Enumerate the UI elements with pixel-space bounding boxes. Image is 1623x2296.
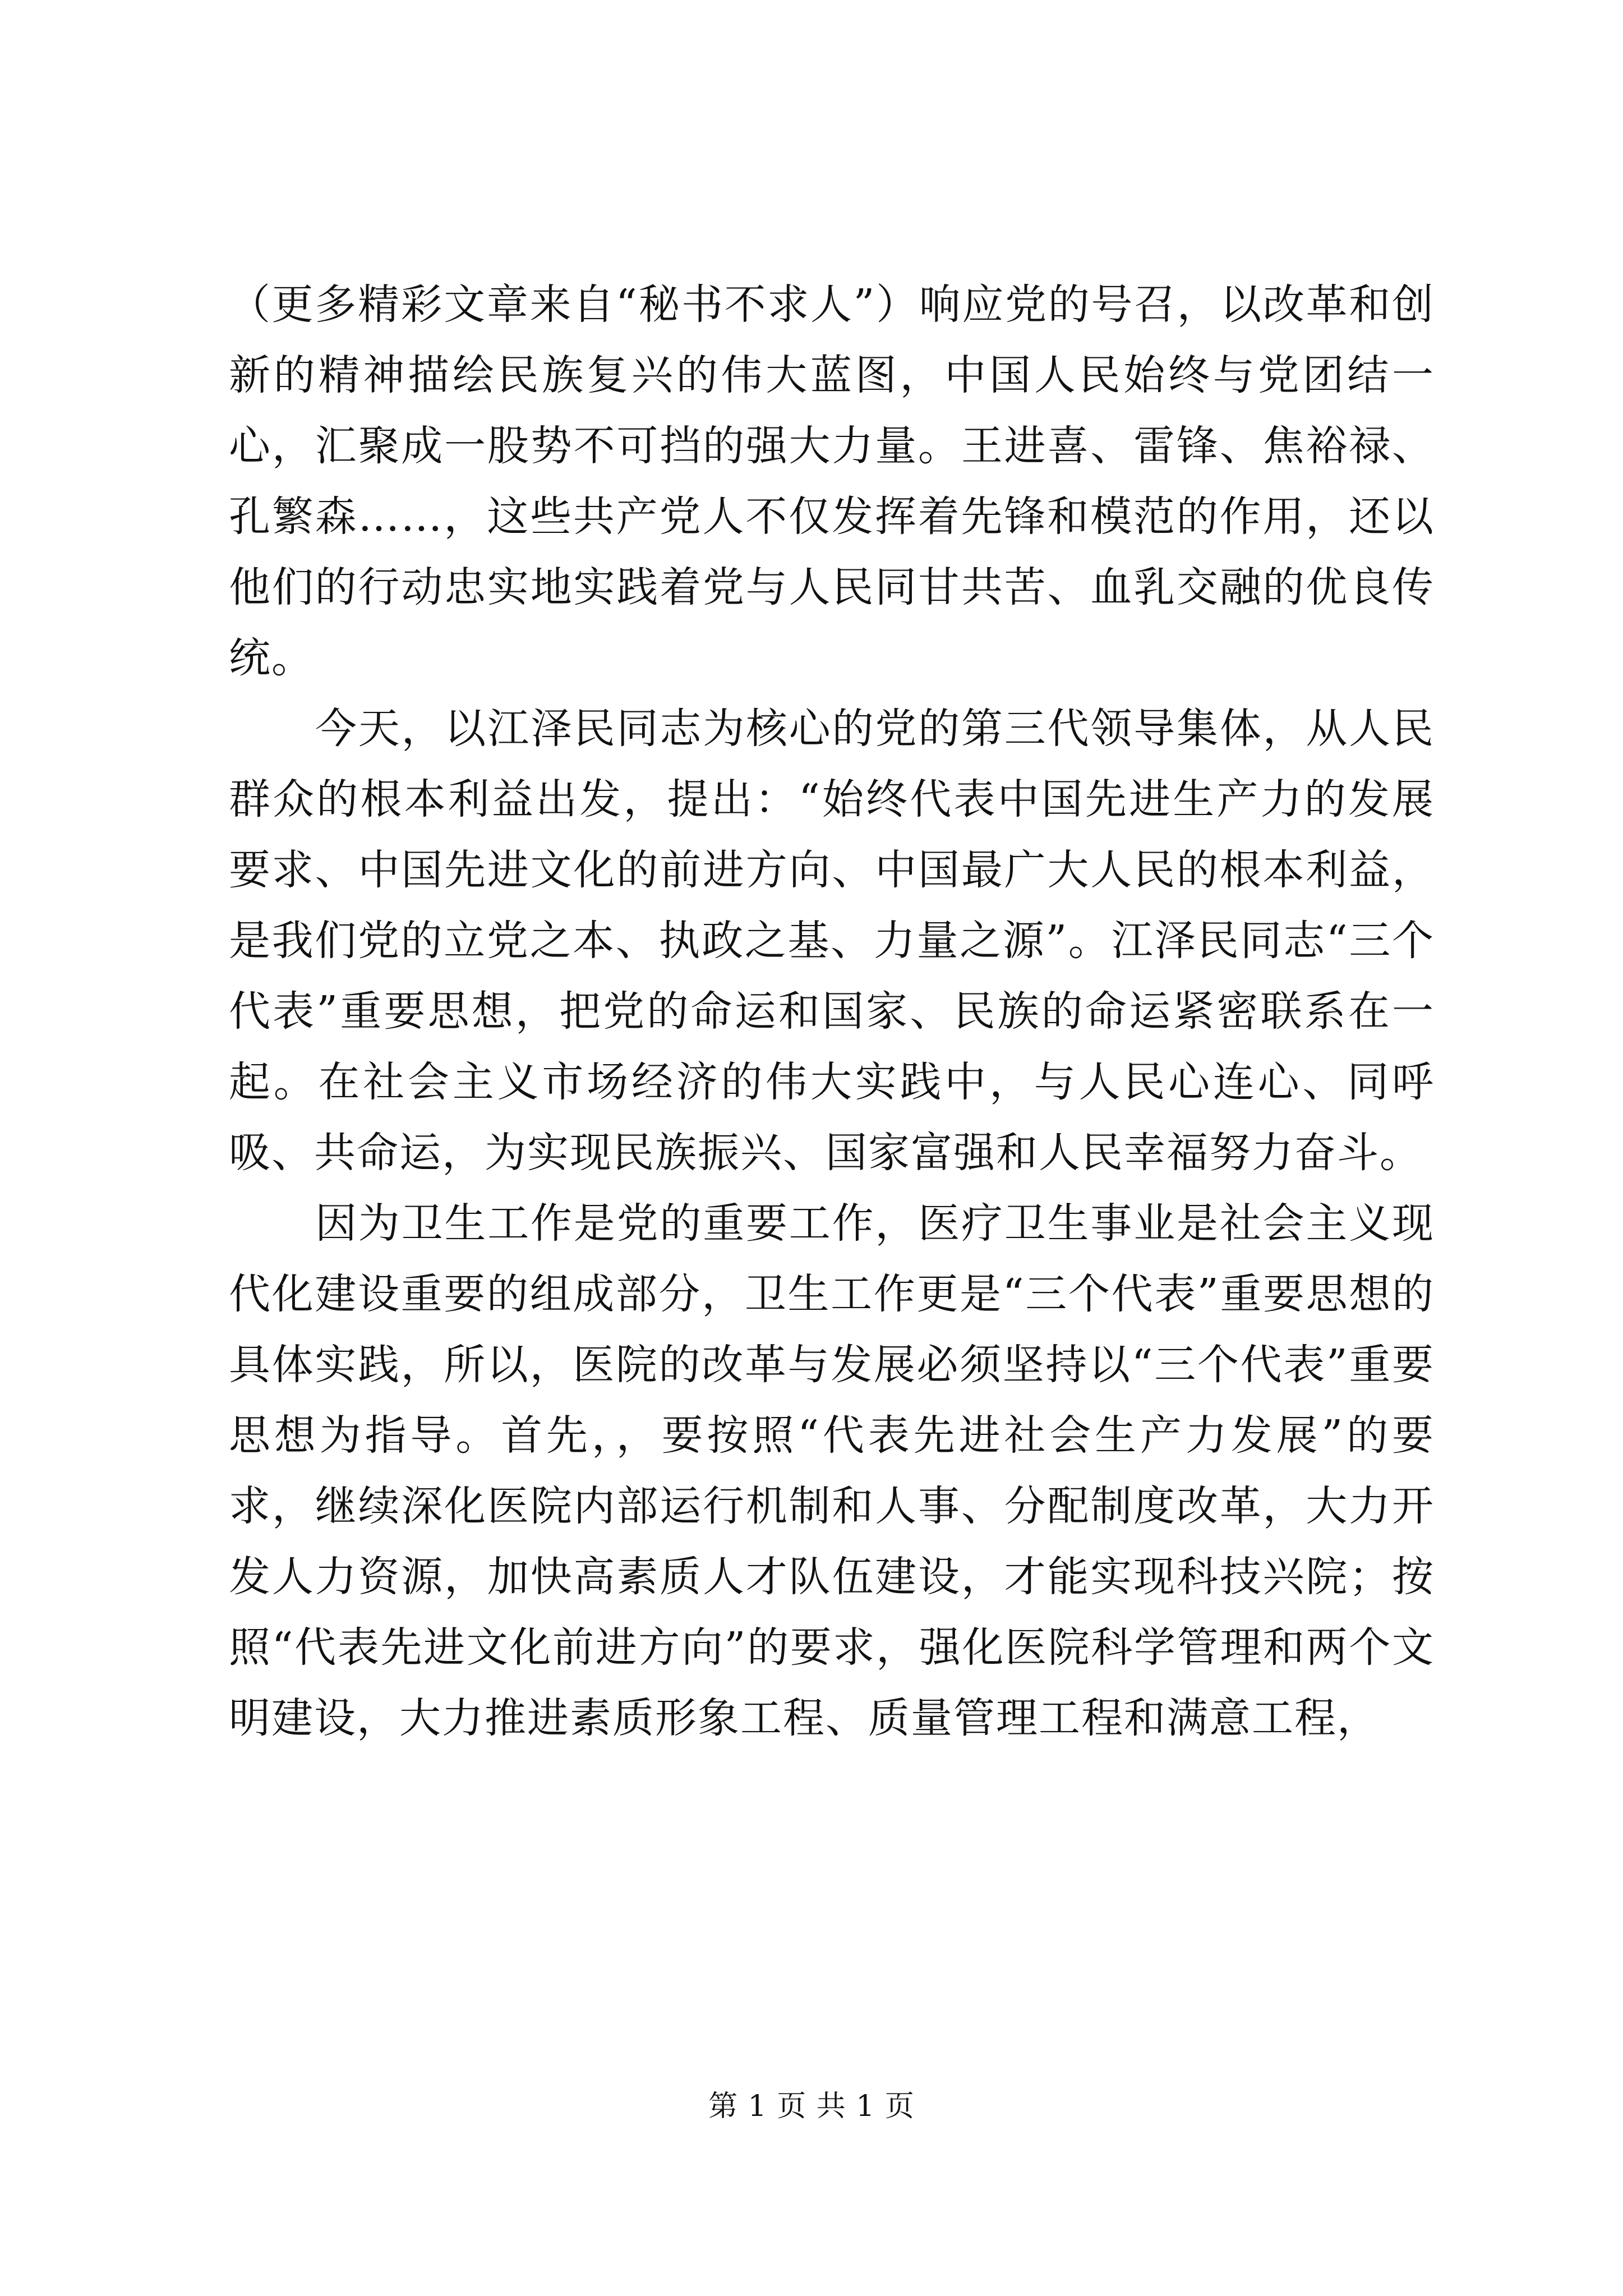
document-body xyxy=(229,269,1435,1754)
paragraph-1: （更多精彩文章来自“秘书不求人”）响应党的号召，以改革和创新的精神描绘民族复兴的伟大蓝图，中国人民始终与党团结一心，汇聚成一股势不可挡的强大力量。王进喜、雷锋、焦裕禄、孔繁森……，这些共产党人不仅发挥着先锋和模范的作用，还以他们的行动忠实地实践着党与人民同甘共苦、血乳交融的优良传统。 xyxy=(229,280,1435,682)
paragraph-2: 今天，以江泽民同志为核心的党的第三代领导集体，从人民群众的根本利益出发，提出：“始终代表中国先进生产力的发展要求、中国先进文化的前进方向、中国最广大人民的根本利益，是我们党的立党之本、执政之基、力量之源”。江泽民同志“三个代表”重要思想，把党的命运和国家、民族的命运紧密联系在一起。在社会主义市场经济的伟大实践中，与人民心连心、同呼吸、共命运，为实现民族振兴、国家富强和人民幸福努力奋斗。 xyxy=(229,705,1435,1177)
paragraph-3: 因为卫生工作是党的重要工作，医疗卫生事业是社会主义现代化建设重要的组成部分，卫生工作更是“三个代表”重要思想的具体实践，所以，医院的改革与发展必须坚持以“三个代表”重要思想为指导。首先，，要按照“代表先进社会生产力发展”的要求，继续深化医院内部运行机制和人事、分配制度改革，大力开发人力资源，加快高素质人才队伍建设，才能实现科技兴院；按照“代表先进文化前进方向”的要求，强化医院科学管理和两个文明建设，大力推进素质形象工程、质量管理工程和满意工程， xyxy=(229,1199,1435,1742)
page-footer: 第 1 页 共 1 页 xyxy=(708,2090,915,2123)
